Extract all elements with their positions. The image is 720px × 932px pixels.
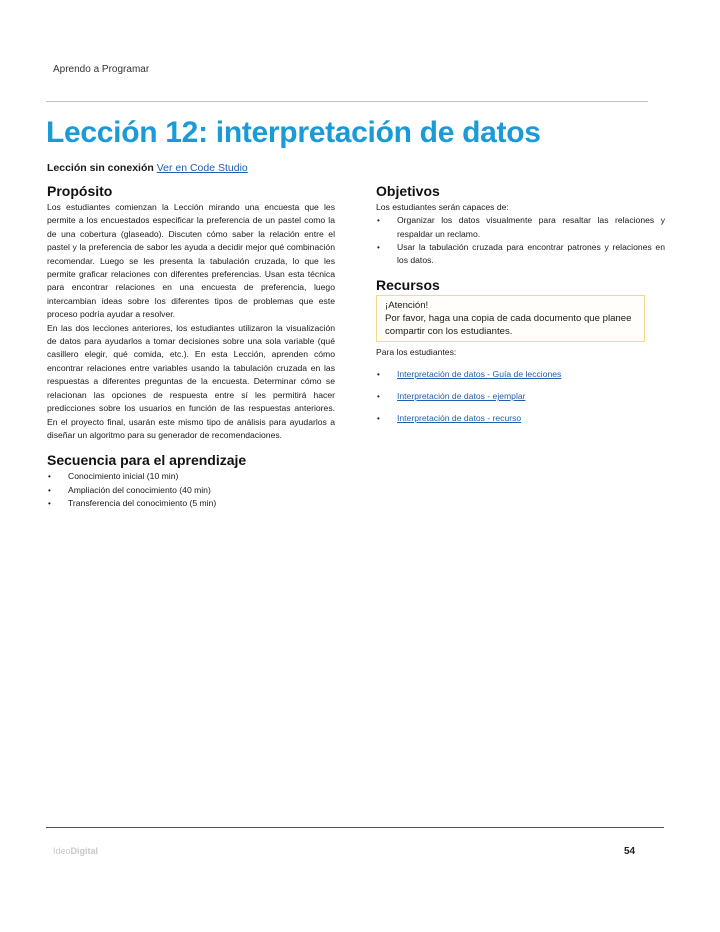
bullet-icon: • (48, 498, 51, 508)
footer-brand-logo (53, 846, 98, 856)
list-item (376, 412, 665, 425)
secuencia-heading: Secuencia para el aprendizaje (47, 452, 247, 469)
bullet-icon: • (377, 242, 380, 252)
objetivo-item-label: Usar la tabulación cruzada para encontrar patrones y relaciones en los datos. (397, 241, 665, 266)
objetivos-intro: Los estudiantes serán capaces de: (376, 202, 509, 212)
offline-lesson-label: Lección sin conexión (47, 162, 154, 174)
bullet-icon: • (48, 472, 51, 482)
header-divider (46, 101, 648, 102)
resource-link-exemplar[interactable]: Interpretación de datos - ejemplar (397, 391, 526, 402)
secuencia-item-label: Ampliación del conocimiento (40 min) (68, 484, 211, 495)
code-studio-link[interactable]: Ver en Code Studio (156, 162, 248, 174)
bullet-icon: • (377, 216, 380, 226)
left-column (47, 183, 335, 510)
list-item (47, 470, 335, 483)
bullet-icon: • (377, 370, 380, 380)
list-item (376, 368, 665, 381)
secuencia-item-label: Transferencia del conocimiento (5 min) (68, 497, 217, 508)
brand-light-text: Ideo (53, 846, 71, 856)
lesson-subtitle (47, 162, 248, 174)
resource-link-lesson-guide[interactable]: Interpretación de datos - Guía de lecciones (397, 369, 562, 380)
list-item (47, 484, 335, 497)
secuencia-item-label: Conocimiento inicial (10 min) (68, 471, 179, 482)
footer-divider (46, 827, 664, 828)
attention-title: ¡Atención! (385, 300, 429, 312)
secuencia-list (47, 470, 335, 510)
proposito-heading: Propósito (47, 183, 113, 199)
proposito-paragraph-1: Los estudiantes comienzan la Lección mirando una encuesta que les permite a los encuestados especificar la preferencia de un pastel como la de una cobertura (glaseado). Discuten cómo saber la relación entre el pastel y la preferencia de sabor les ayuda a decidir mejor qué combinación recomendar. Luego se les presenta la tabulación cruzada, lo que les permite graficar relaciones con diferentes preferencias. Usan esta técnica para encontrar relaciones en una encuesta de preferencia, luego intercambian ideas sobre los diferentes tipos de problemas que este proceso podría ayudar a resolver. (47, 202, 335, 320)
bullet-icon: • (48, 485, 51, 495)
bullet-icon: • (377, 392, 380, 402)
brand-bold-text: Digital (70, 846, 99, 856)
recursos-heading: Recursos (376, 277, 440, 294)
proposito-paragraph-2: En las dos lecciones anteriores, los estudiantes utilizaron la visualización de datos para ayudarlos a tomar decisiones sobre una sola variable (qué casillero elegir, qué comida, etc.). En esta Lección, aprenden cómo encontrar relaciones entre variables usando la tabulación cruzada en las respuestas a diferentes preguntas de la encuesta. Determinar cómo se relacionan las opciones de respuesta entre sí les permitirá hacer predicciones sobre los usuarios en función de las respuestas anteriores. En el proyecto final, usarán este mismo tipo de análisis para ayudarlos a diseñar un algoritmo para su generador de recomendaciones. (47, 322, 335, 440)
resource-links (376, 368, 665, 425)
attention-body: Por favor, haga una copia de cada documento que planee compartir con los estudiantes. (385, 313, 632, 338)
list-item (47, 497, 335, 510)
students-label: Para los estudiantes: (376, 347, 457, 358)
page-number: 54 (624, 846, 636, 857)
running-header: Aprendo a Programar (53, 64, 150, 75)
right-column (376, 183, 665, 425)
objetivos-heading: Objetivos (376, 183, 440, 199)
objetivos-list (376, 214, 665, 267)
list-item (376, 214, 665, 240)
attention-callout (376, 295, 645, 342)
resource-link-resource[interactable]: Interpretación de datos - recurso (397, 413, 522, 424)
bullet-icon: • (377, 414, 380, 424)
objetivo-item-label: Organizar los datos visualmente para resaltar las relaciones y respaldar un reclamo. (397, 215, 665, 239)
page-title: Lección 12: interpretación de datos (46, 116, 541, 149)
list-item (376, 241, 665, 267)
list-item (376, 390, 665, 403)
